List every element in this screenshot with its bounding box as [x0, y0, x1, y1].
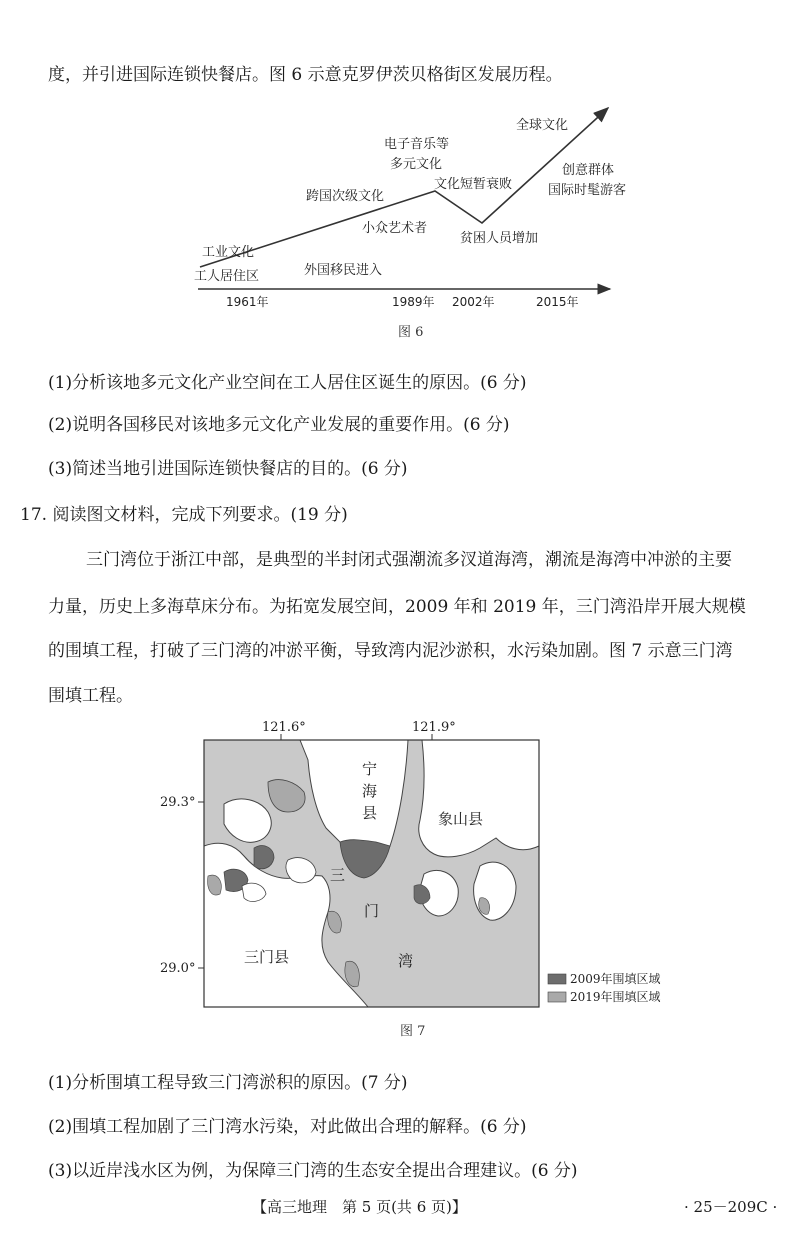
year-1989: 1989年	[392, 295, 435, 309]
q17-header: 17. 阅读图文材料，完成下列要求。(19 分)	[20, 505, 348, 525]
label-culture-decline: 文化短暂衰败	[434, 177, 513, 192]
label-poverty-increase: 贫困人员增加	[460, 231, 539, 246]
q17-para-line4: 围填工程。	[48, 686, 133, 706]
q16-part1: (1)分析该地多元文化产业空间在工人居住区诞生的原因。(6 分)	[48, 373, 527, 393]
lat-label-29-3: 29.3°	[160, 795, 196, 810]
q16-part2: (2)说明各国移民对该地多元文化产业发展的重要作用。(6 分)	[48, 415, 510, 435]
figure7-caption: 图 7	[400, 1024, 426, 1039]
label-immigrants: 外国移民进入	[304, 263, 383, 278]
xiangshan-land	[419, 740, 539, 857]
label-multicultural: 多元文化	[390, 157, 443, 172]
q17-para-line1: 三门湾位于浙江中部，是典型的半封闭式强潮流多汊道海湾，潮流是海湾中冲淤的主要	[86, 550, 732, 570]
label-ninghai-2: 海	[362, 782, 378, 800]
legend-swatch-2019	[548, 992, 566, 1002]
label-bay-3: 湾	[398, 952, 414, 970]
label-bay-2: 门	[364, 902, 380, 920]
q17-para-line3: 的围填工程，打破了三门湾的冲淤平衡，导致湾内泥沙淤积，水污染加剧。图 7 示意三门湾	[48, 641, 733, 661]
legend-label-2009: 2009年围填区域	[570, 972, 661, 986]
year-1961: 1961年	[226, 295, 269, 309]
label-global-culture: 全球文化	[516, 118, 569, 133]
page-footer-code: · 25－209C ·	[684, 1198, 778, 1216]
lon-label-121-9: 121.9°	[412, 720, 456, 735]
lon-label-121-6: 121.6°	[262, 720, 306, 735]
label-ninghai-1: 宁	[362, 760, 378, 778]
lat-label-29-0: 29.0°	[160, 961, 196, 976]
label-xiangshan: 象山县	[438, 810, 484, 828]
q17-part3: (3)以近岸浅水区为例，为保障三门湾的生态安全提出合理建议。(6 分)	[48, 1161, 578, 1181]
q17-part2: (2)围填工程加剧了三门湾水污染，对此做出合理的解释。(6 分)	[48, 1117, 527, 1137]
legend-swatch-2009	[548, 974, 566, 984]
label-international-backpackers: 国际时髦游客	[548, 183, 627, 198]
legend-label-2019: 2019年围填区域	[570, 990, 661, 1004]
label-creative-groups: 创意群体	[562, 163, 615, 178]
figure7-map	[150, 716, 690, 1016]
label-minority-art: 小众艺术者	[362, 221, 428, 236]
q17-part1: (1)分析围填工程导致三门湾淤积的原因。(7 分)	[48, 1073, 408, 1093]
q16-part3: (3)简述当地引进国际连锁快餐店的目的。(6 分)	[48, 459, 408, 479]
label-ninghai-3: 县	[362, 804, 378, 822]
intro-line: 度，并引进国际连锁快餐店。图 6 示意克罗伊茨贝格街区发展历程。	[48, 65, 563, 85]
q17-para-line2: 力量，历史上多海草床分布。为拓宽发展空间，2009 年和 2019 年，三门湾沿岸开展大规模	[48, 597, 746, 617]
label-industrial-culture: 工业文化	[202, 245, 255, 260]
year-2002: 2002年	[452, 295, 495, 309]
label-bay-1: 三	[330, 866, 346, 884]
label-sanmen-county: 三门县	[244, 948, 290, 966]
label-transnational-culture: 跨国次级文化	[306, 189, 385, 204]
label-worker-residential: 工人居住区	[194, 269, 260, 284]
figure6-timeline	[180, 96, 640, 318]
label-electronic-music: 电子音乐等	[384, 137, 450, 152]
page-footer-center: 【高三地理 第 5 页(共 6 页)】	[252, 1198, 467, 1216]
year-2015: 2015年	[536, 295, 579, 309]
figure6-caption: 图 6	[398, 325, 424, 340]
